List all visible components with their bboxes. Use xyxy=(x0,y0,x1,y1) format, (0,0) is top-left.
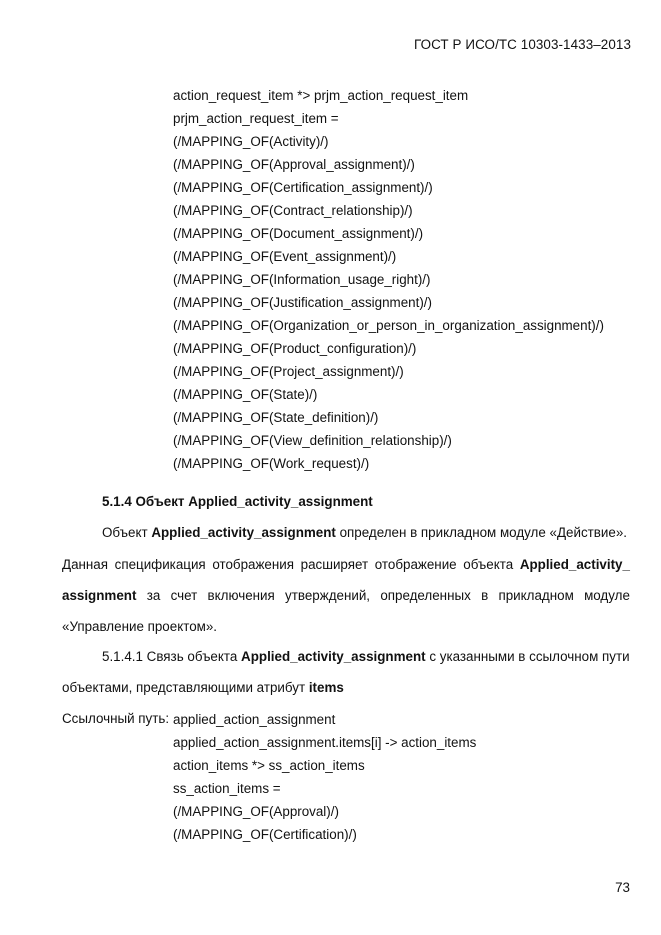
word: прикладном xyxy=(498,588,574,603)
code-line: (/MAPPING_OF(Organization_or_person_in_organization_assignment)/) xyxy=(173,318,604,333)
word: отображения xyxy=(212,557,294,572)
code-line: (/MAPPING_OF(Contract_relationship)/) xyxy=(173,203,413,218)
word: определенных xyxy=(380,588,471,603)
reference-line: ss_action_items = xyxy=(173,781,281,796)
code-line: (/MAPPING_OF(Work_request)/) xyxy=(173,456,370,471)
code-line: (/MAPPING_OF(State_definition)/) xyxy=(173,410,379,425)
reference-line: (/MAPPING_OF(Approval)/) xyxy=(173,804,339,819)
paragraph-2-line-1 xyxy=(62,557,630,572)
page-number: 73 xyxy=(615,880,630,895)
reference-line: applied_action_assignment.items[i] -> action_items xyxy=(173,735,477,750)
code-line: (/MAPPING_OF(Certification_assignment)/) xyxy=(173,180,433,195)
code-line: (/MAPPING_OF(Document_assignment)/) xyxy=(173,226,424,241)
code-line: (/MAPPING_OF(Information_usage_right)/) xyxy=(173,272,431,287)
entity-name: Applied_activity_assignment xyxy=(151,525,336,540)
subsection-heading xyxy=(62,649,630,664)
subsection-line-2 xyxy=(62,680,630,695)
word: расширяет xyxy=(300,557,369,572)
word: спецификация xyxy=(114,557,206,572)
subsection-text: объектами, представляющими атрибут xyxy=(62,680,309,695)
reference-path-label: Ссылочный путь: xyxy=(62,711,170,726)
code-line: action_request_item *> prjm_action_request_item xyxy=(173,88,469,103)
subsection-number: 5.1.4.1 Связь объекта xyxy=(102,649,242,664)
code-line: (/MAPPING_OF(Project_assignment)/) xyxy=(173,364,404,379)
word: утверждений, xyxy=(285,588,371,603)
code-line: (/MAPPING_OF(Event_assignment)/) xyxy=(173,249,397,264)
word: включения xyxy=(207,588,275,603)
word: за xyxy=(146,588,161,603)
word: объекта xyxy=(463,557,514,572)
subsection-text: с указанными в ссылочном пути xyxy=(425,649,630,664)
attribute-name: items xyxy=(308,680,344,695)
paragraph-2-line-3: «Управление проектом». xyxy=(62,619,218,634)
word: в xyxy=(481,588,489,603)
code-line: (/MAPPING_OF(Approval_assignment)/) xyxy=(173,157,415,172)
word: модуле xyxy=(584,588,630,603)
entity-name: Applied_activity_assignment xyxy=(241,649,426,664)
mapping-code-block xyxy=(173,87,604,478)
word: Данная xyxy=(62,557,109,572)
code-line: (/MAPPING_OF(State)/) xyxy=(173,387,318,402)
code-line: (/MAPPING_OF(Justification_assignment)/) xyxy=(173,295,432,310)
word: отображение xyxy=(374,557,457,572)
reference-line: action_items *> ss_action_items xyxy=(173,758,365,773)
entity-name: Applied_activity_ xyxy=(519,557,630,572)
code-line: prjm_action_request_item = xyxy=(173,111,339,126)
standard-header: ГОСТ Р ИСО/ТС 10303-1433–2013 xyxy=(413,37,631,52)
paragraph-text: Объект xyxy=(102,525,152,540)
code-line: (/MAPPING_OF(Product_configuration)/) xyxy=(173,341,417,356)
reference-path-block xyxy=(173,711,476,849)
paragraph-2-line-2 xyxy=(62,588,630,603)
section-title: 5.1.4 Объект Applied_activity_assignment xyxy=(102,494,373,509)
paragraph-1 xyxy=(62,525,630,540)
code-line: (/MAPPING_OF(View_definition_relationship)/) xyxy=(173,433,452,448)
reference-line: (/MAPPING_OF(Certification)/) xyxy=(173,827,357,842)
word: счет xyxy=(170,588,198,603)
paragraph-text: определен в прикладном модуле «Действие». xyxy=(335,525,627,540)
entity-name: assignment xyxy=(62,588,137,603)
code-line: (/MAPPING_OF(Activity)/) xyxy=(173,134,329,149)
reference-line: applied_action_assignment xyxy=(173,712,336,727)
